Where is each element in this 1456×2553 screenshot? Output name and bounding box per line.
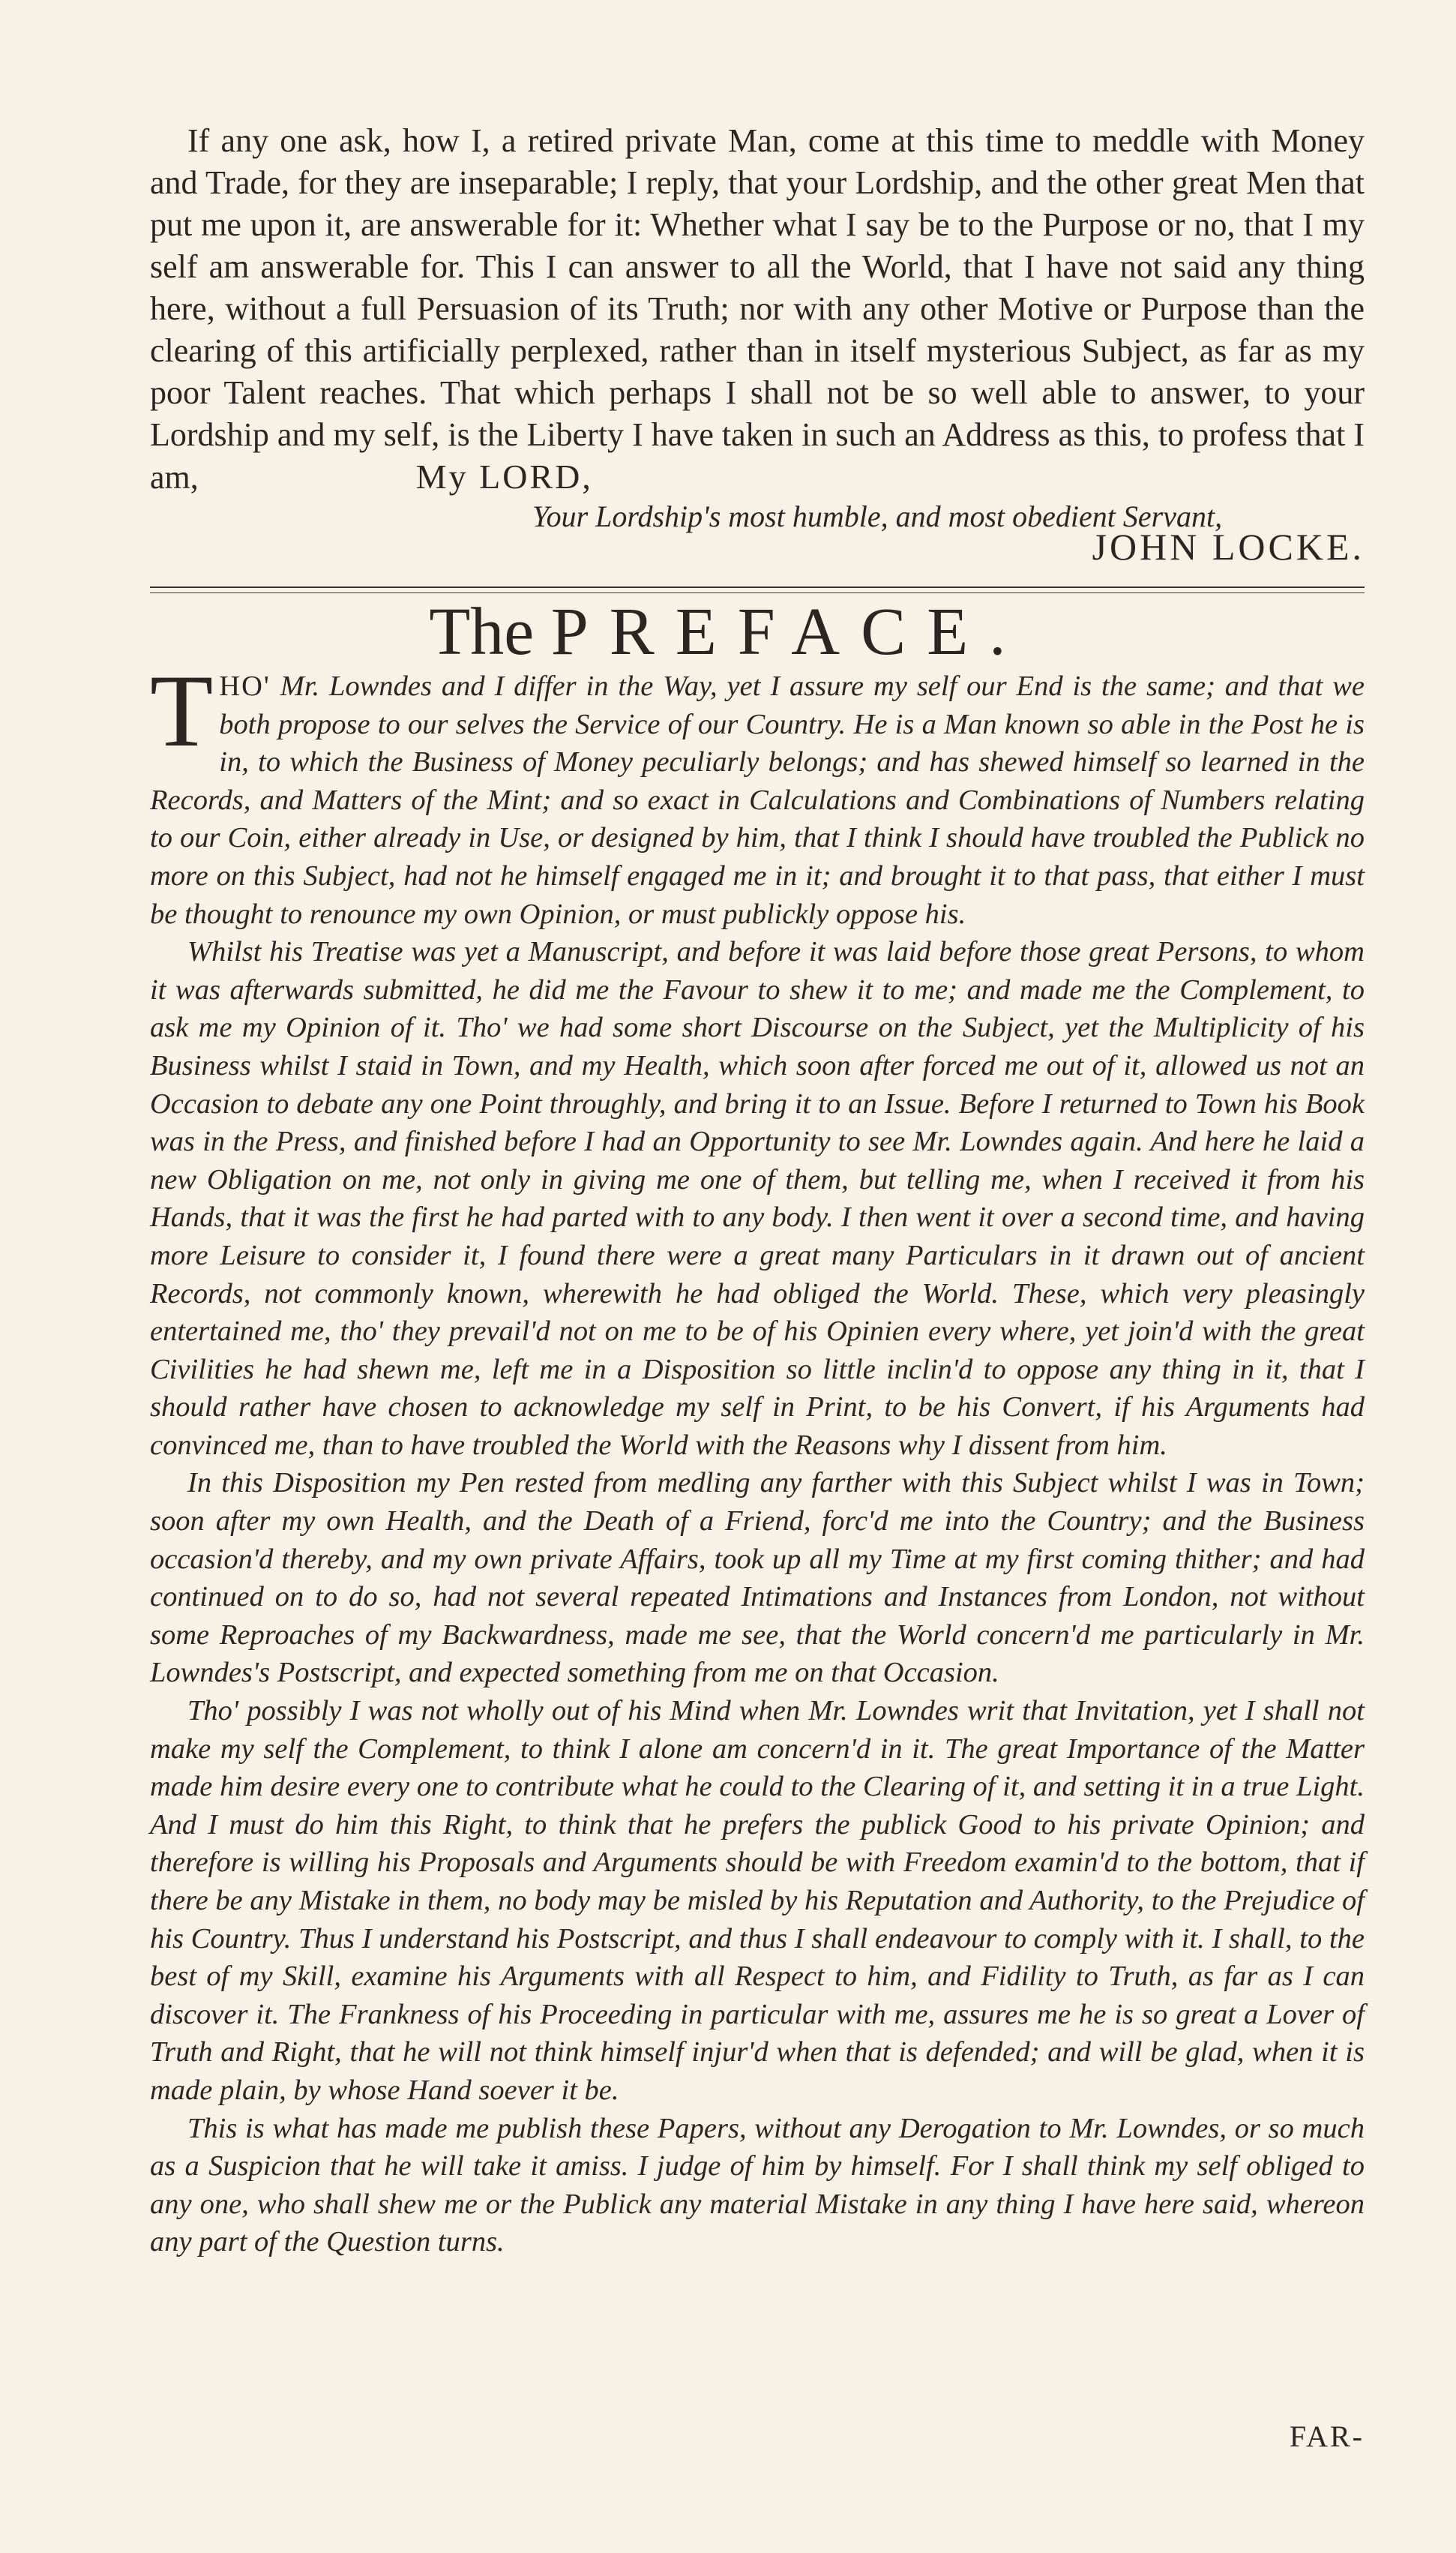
preface-heading (0, 591, 1456, 674)
preface-paragraph-4: Tho' possibly I was not wholly out of his Mind when Mr. Lowndes writ that Invitation, yet I shall not make my self the Complement, to think I alone am concern'd in it. The great Importance of the Matter made him desire every one to contribute what he could to the Clearing of it, and setting it in a true Light. And I must do him this Right, to think that he prefers the publick Good to his private Opinion; and therefore is willing his Proposals and Arguments should be with Freedom examin'd to the bottom, that if there be any Mistake in them, no body may be misled by his Reputation and Authority, to the Prejudice of his Country. Thus I understand his Postscript, and thus I shall endeavour to comply with it. I shall, to the best of my Skill, examine his Arguments with all Respect to him, and Fidility to Truth, as far as I can discover it. The Frankness of his Proceeding in particular with me, assures me he is so great a Lover of Truth and Right, that he will not think himself injur'd when that is defended; and will be glad, when it is made plain, by whose Hand soever it be. (150, 1695, 1365, 2106)
dedication-text: If any one ask, how I, a retired private Man, come at this time to meddle with Money and Trade, for they are inseparable; I reply, that your Lordship, and the other great Men that put me upon it, are answerable for it: Whether what I say be to the Purpose or no, that I my self am answerable for. This I can answer to all the World, that I have not said any thing here, without a full Persuasion of its Truth; nor with any other Motive or Purpose than the clearing of this artificially perplexed, rather than in itself mysterious Subject, as far as my poor Talent reaches. That which perhaps I shall not be so well able to answer, to your Lordship and my self, is the Liberty I have taken in such an Address as this, to profess that I am, (150, 122, 1365, 496)
preface-paragraph-3: In this Disposition my Pen rested from medling any farther with this Subject whilst I was in Town; soon after my own Health, and the Death of a Friend, forc'd me into the Country; and the Business occasion'd thereby, and my own private Affairs, took up all my Time at my first coming thither; and had continued on to do so, had not several repeated Intimations and Instances from London, not without some Reproaches of my Backwardness, made me see, that the World concern'd me particularly in Mr. Lowndes's Postscript, and expected something from me on that Occasion. (150, 1467, 1365, 1689)
signature: JOHN LOCKE. (1092, 526, 1365, 568)
preface-heading-the: The (429, 595, 535, 669)
section-rule (150, 586, 1365, 588)
first-word: HO' (219, 670, 271, 702)
paragraph-1-text: Mr. Lowndes and I differ in the Way, yet I assure my self our End is the same; and that we both propose to our selves the Service of our Country. He is a Man known so able in the Post he is in, to which the Business of Money peculiarly belongs; and has shewed himself so learned in the Records, and Matters of the Mint; and so exact in Calculations and Combinations of Numbers relating to our Coin, either already in Use, or designed by him, that I think I should have troubled the Publick no more on this Subject, had not he himself engaged me in it; and brought it to that pass, that either I must be thought to renounce my own Opinion, or must publickly oppose his. (150, 670, 1365, 930)
preface-heading-main: PREFACE. (550, 595, 1027, 669)
dedication-paragraph (150, 120, 1365, 499)
subscription-line: Your Lordship's most humble, and most obedient Servant, (532, 500, 1223, 533)
drop-cap: T (150, 653, 214, 768)
preface-paragraph-5: This is what has made me publish these Papers, without any Derogation to Mr. Lowndes, or so much as a Suspicion that he will take it amiss. I judge of him by himself. For I shall think my self obliged to any one, who shall shew me or the Publick any material Mistake in any thing I have here said, whereon any part of the Question turns. (150, 2112, 1365, 2258)
preface-paragraph-2: Whilst his Treatise was yet a Manuscript, and before it was laid before those great Persons, to whom it was afterwards submitted, he did me the Favour to shew it to me; and made me the Complement, to ask me my Opinion of it. Tho' we had some short Discourse on the Subject, yet the Multiplicity of his Business whilst I staid in Town, and my Health, which soon after forced me out of it, allowed us not an Occasion to debate any one Point throughly, and bring it to an Issue. Before I returned to Town his Book was in the Press, and finished before I had an Opportunity to see Mr. Lowndes again. And here he laid a new Obligation on me, not only in giving me one of them, but telling me, when I received it from his Hands, that it was the first he had parted with to any body. I then went it over a second time, and having more Leisure to consider it, I found there were a great many Particulars in it drawn out of ancient Records, not commonly known, wherewith he had obliged the World. These, which very pleasingly entertained me, tho' they prevail'd not on me to be of his Opinien every where, yet join'd with the great Civilities he had shewn me, left me in a Disposition so little inclin'd to oppose any thing in it, that I should rather have chosen to acknowledge my self in Print, to be his Convert, if his Arguments had convinced me, than to have troubled the World with the Reasons why I dissent from him. (150, 936, 1365, 1461)
dedication-closing (150, 120, 1365, 499)
preface-body (150, 653, 1365, 2261)
salutation: My LORD, (415, 458, 593, 496)
catchword: FAR- (1289, 2420, 1365, 2453)
preface-paragraph-1 (150, 653, 1365, 933)
